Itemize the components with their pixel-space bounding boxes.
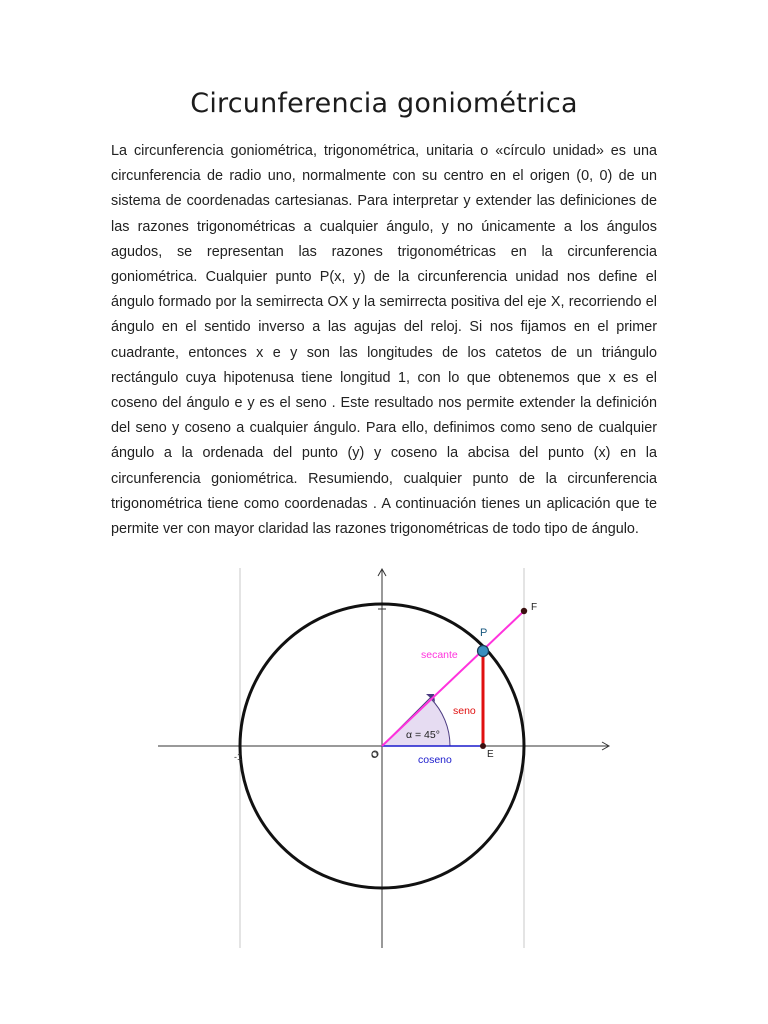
secante-segment — [382, 611, 524, 746]
unit-circle-svg — [150, 566, 620, 950]
label-e: E — [487, 749, 494, 760]
label-origin: O — [371, 750, 379, 760]
label-coseno: coseno — [418, 754, 452, 766]
point-e[interactable] — [480, 743, 486, 749]
label-f: F — [531, 602, 538, 613]
point-p[interactable] — [478, 646, 489, 657]
point-f[interactable] — [521, 608, 527, 614]
label-p: P — [480, 627, 488, 639]
label-angle: α = 45° — [406, 729, 440, 741]
label-seno: seno — [453, 705, 476, 717]
unit-circle-figure — [150, 566, 620, 950]
body-paragraph: La circunferencia goniométrica, trigonométrica, unitaria o «círculo unidad» es una circunferencia de radio uno, normalmente con su centro en el origen (0, 0) de un sistema de coordenadas cartesianas. Para interpretar y extender las definiciones de las razones trigonométricas a cualquier ángulo, y no únicamente a los ángulos agudos, se representan las razones trigonométricas en la circunferencia goniométrica. Cualquier punto P(x, y) de la circunferencia unidad nos define el ángulo formado por la semirrecta OX y la semirrecta positiva del eje X, recorriendo el ángulo en el sentido inverso a las agujas del reloj. Si nos fijamos en el primer cuadrante, entonces x e y son las longitudes de los catetos de un triángulo rectángulo cuya hipotenusa tiene longitud 1, con lo que obtenemos que x es el coseno del ángulo e y es el seno . Este resultado nos permite extender la definición del seno y coseno a cualquier ángulo. Para ello, definimos como seno de cualquier ángulo a la ordenada del punto (y) y coseno la abcisa del punto (x) en la circunferencia goniométrica. Resumiendo, cualquier punto de la circunferencia trigonométrica tiene como coordenadas . A continuación tienes un aplicación que te permite ver con mayor claridad las razones trigonométricas de todo tipo de ángulo. — [111, 143, 657, 538]
page-title: Circunferencia goniométrica — [190, 88, 578, 119]
label-minus-one: -1 — [234, 752, 243, 762]
label-secante: secante — [421, 649, 458, 661]
